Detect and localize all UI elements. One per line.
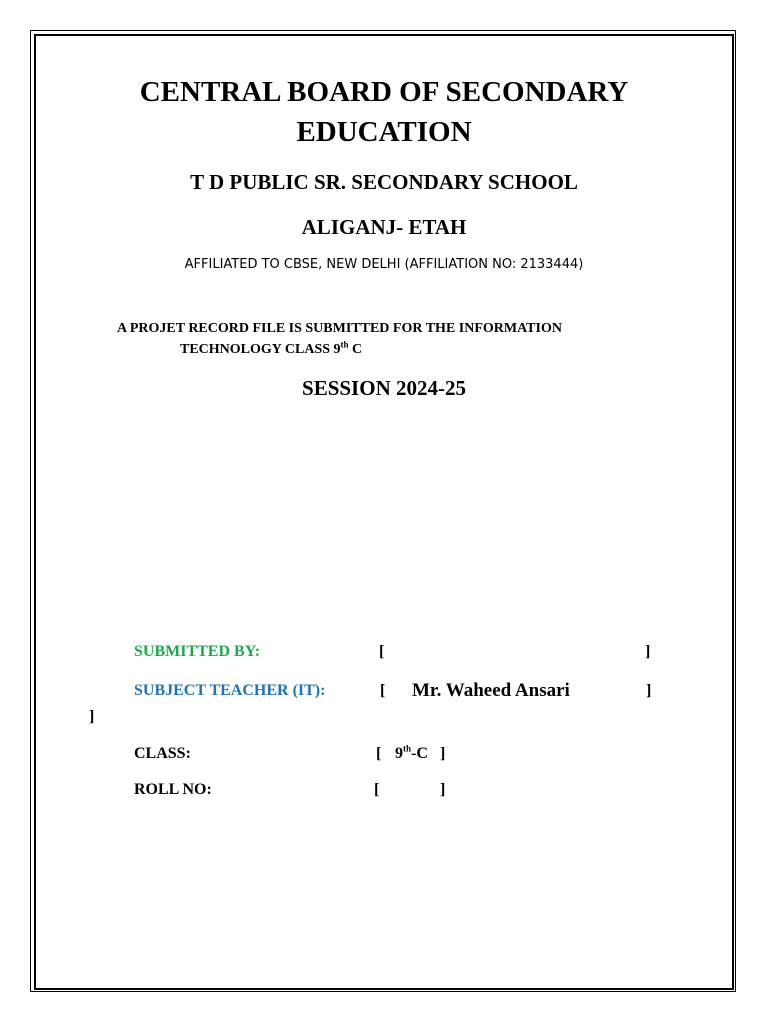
school-location: ALIGANJ- ETAH (301, 215, 467, 239)
project-line1: A PROJET RECORD FILE IS SUBMITTED FOR THE INFORMATION (117, 321, 562, 336)
teacher-open-bracket: [ (380, 682, 386, 699)
roll-no-open-bracket: [ (374, 781, 380, 798)
board-title-line2: EDUCATION (296, 116, 472, 148)
session-text: SESSION 2024-25 (302, 376, 466, 400)
class-label: CLASS: (134, 745, 191, 762)
submitted-by-label: SUBMITTED BY: (134, 643, 261, 660)
teacher-label: SUBJECT TEACHER (IT): (134, 682, 326, 699)
teacher-close-bracket: ] (646, 682, 652, 699)
submitted-by-close-bracket: ] (645, 643, 651, 660)
affiliation-text: AFFILIATED TO CBSE, NEW DELHI (AFFILIATION NO: 2133444) (184, 257, 584, 272)
submitted-by-open-bracket: [ (379, 643, 385, 660)
class-close-bracket: ] (440, 745, 446, 762)
project-line2: TECHNOLOGY CLASS 9th C (180, 339, 363, 357)
roll-no-close-bracket: ] (440, 781, 446, 798)
class-open-bracket: [ (376, 745, 382, 762)
roll-no-label: ROLL NO: (134, 781, 212, 798)
class-value: 9th-C (395, 743, 428, 762)
board-title-line1: CENTRAL BOARD OF SECONDARY (139, 76, 629, 108)
school-name: T D PUBLIC SR. SECONDARY SCHOOL (190, 170, 578, 194)
teacher-name: Mr. Waheed Ansari (412, 680, 570, 701)
stray-close-bracket: ] (89, 708, 95, 725)
